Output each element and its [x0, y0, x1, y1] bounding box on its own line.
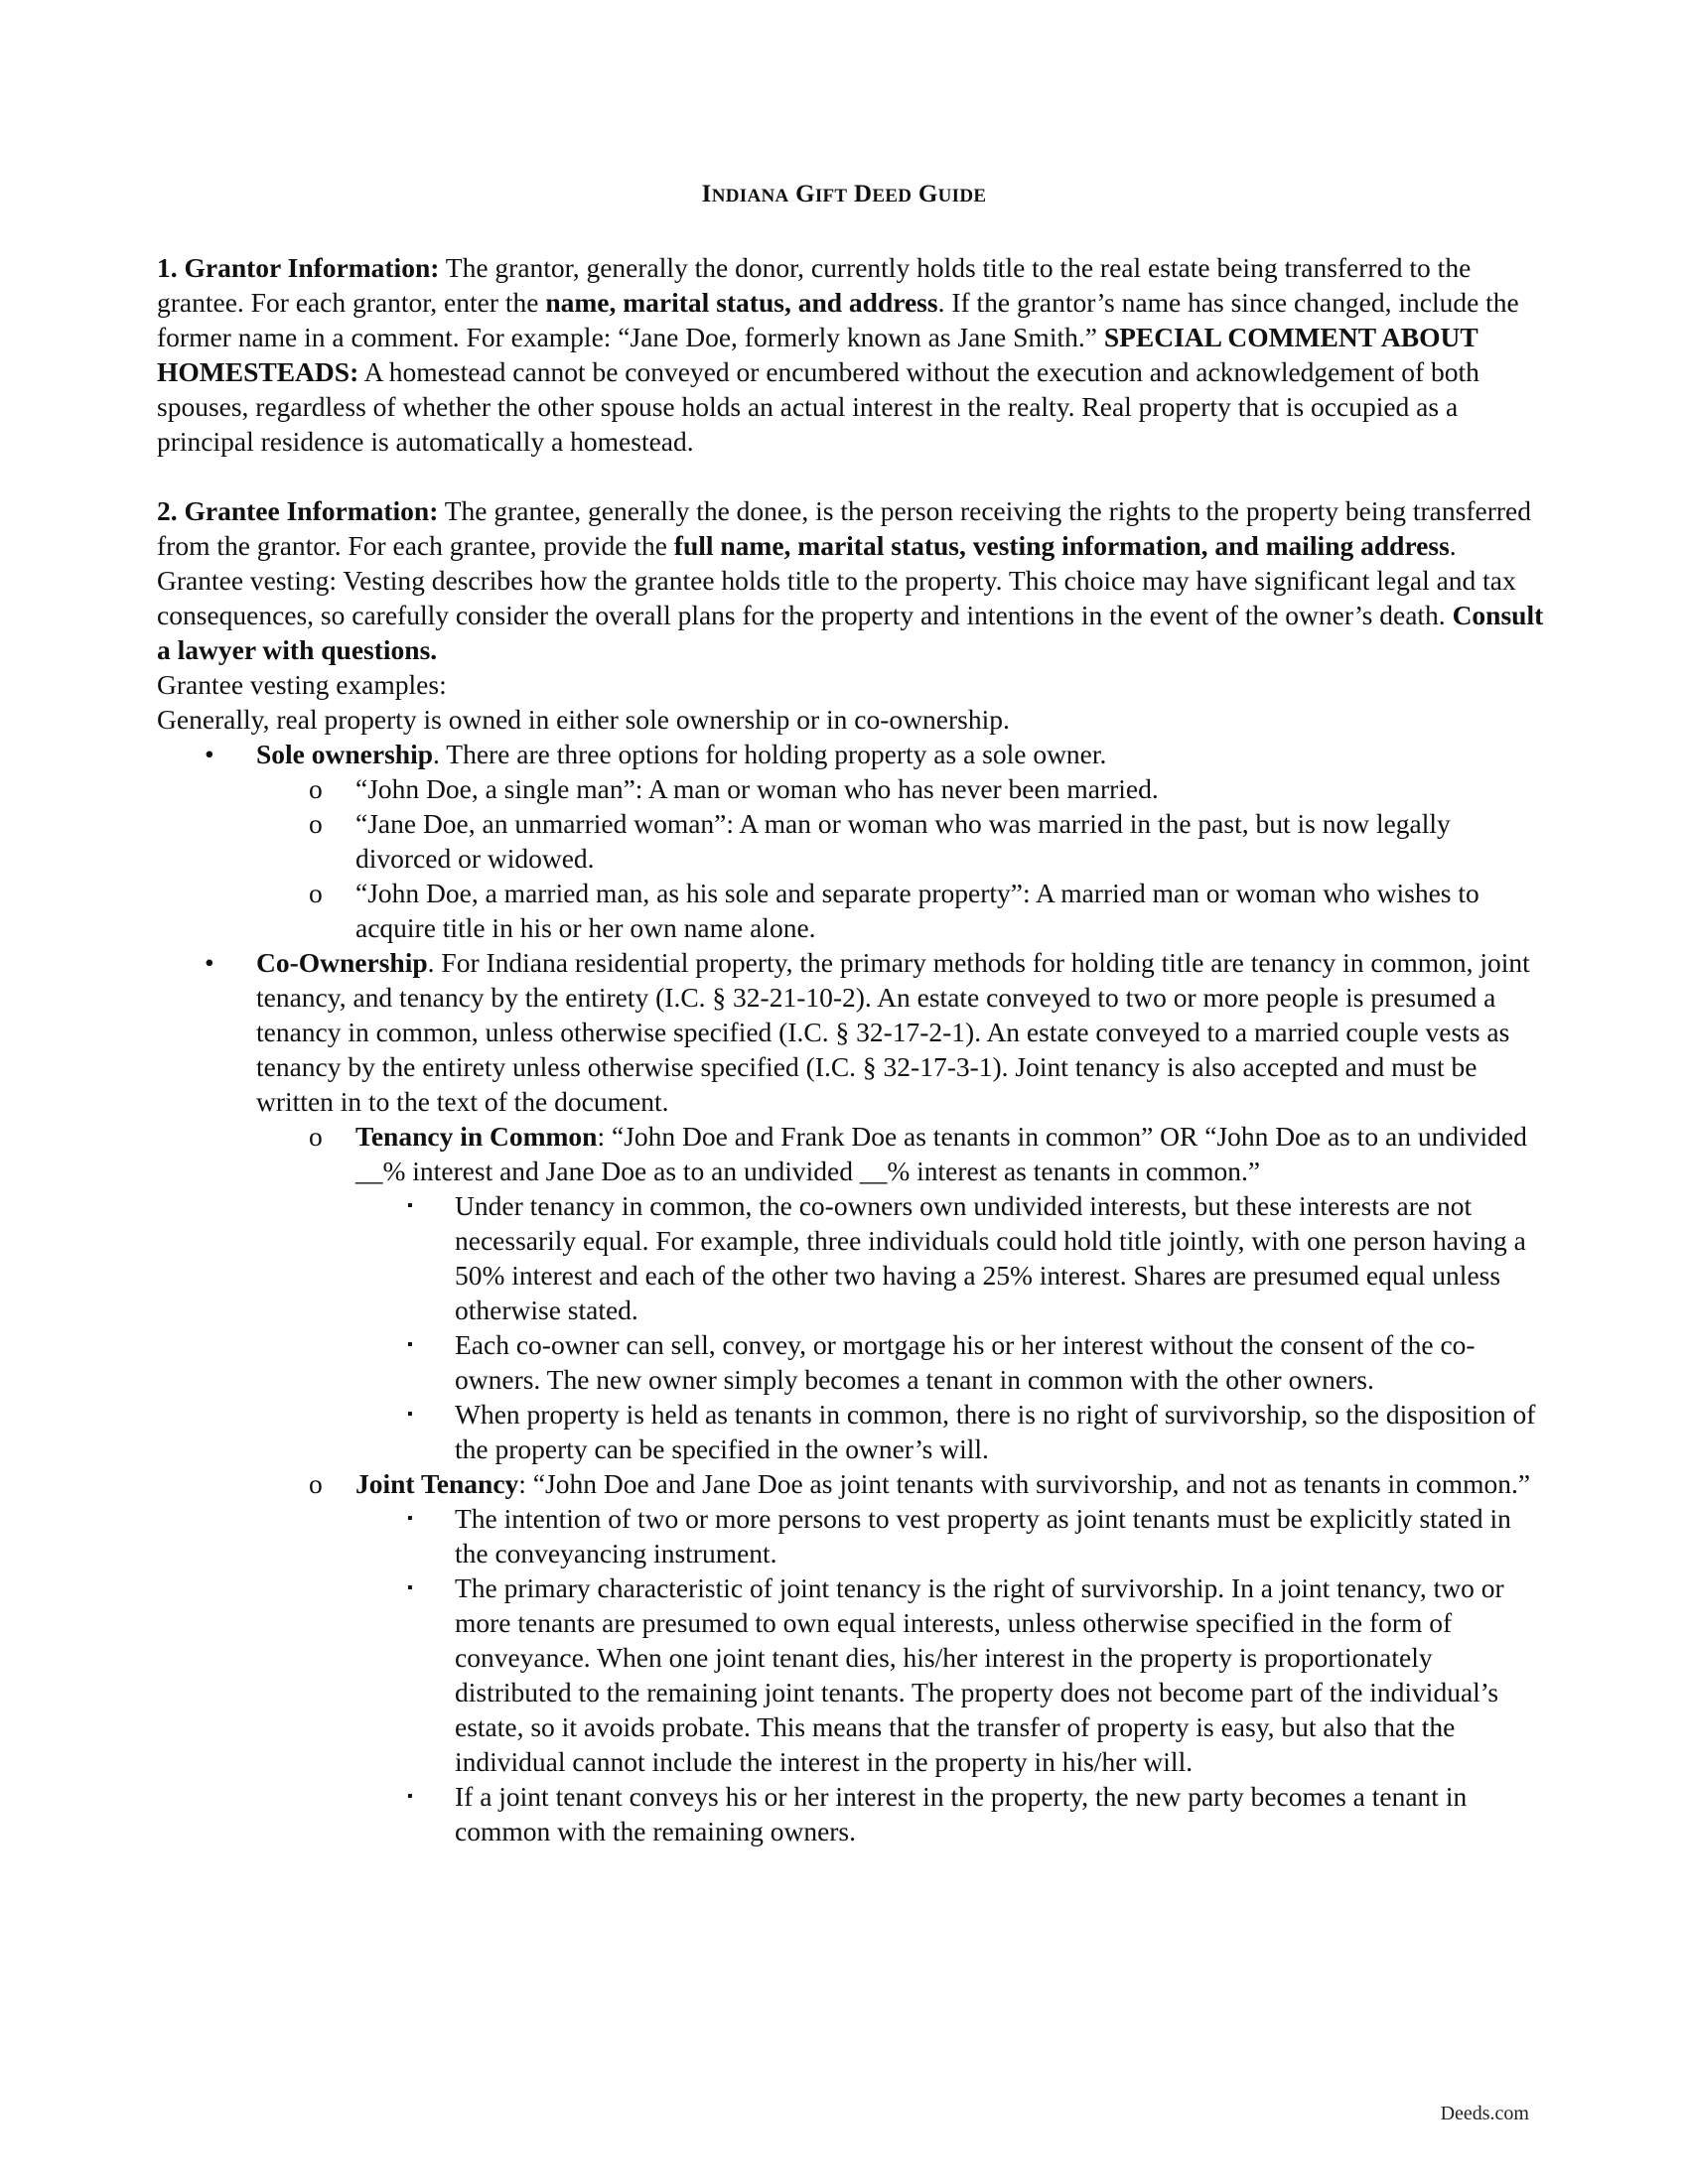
list-item: ▪ Under tenancy in common, the co-owners own undivided interests, but these interests are not necessarily equal. For example, three individuals could hold title jointly, with one person having a 50% interest and each of the other two having a 25% interest. Shares are presumed equal unless otherwise stated.	[407, 1190, 1526, 1325]
square-bullet-icon: ▪	[407, 1197, 413, 1214]
list-item: o “John Doe, a single man”: A man or woman who has never been married.	[309, 773, 1159, 804]
bullet-icon: •	[205, 739, 214, 769]
list-item: ▪ The intention of two or more persons to vest property as joint tenants must be explicitly stated in the conveyancing instrument.	[407, 1503, 1511, 1569]
list-item: ▪ When property is held as tenants in common, there is no right of survivorship, so the disposition of the property can be specified in the owner’s will.	[407, 1399, 1536, 1464]
bullet-icon: •	[205, 947, 214, 978]
list-item: ▪ If a joint tenant conveys his or her interest in the property, the new party becomes a tenant in common with the remaining owners.	[407, 1781, 1468, 1846]
square-bullet-icon: ▪	[407, 1788, 413, 1805]
square-bullet-icon: ▪	[407, 1510, 413, 1527]
list-item: o “John Doe, a married man, as his sole and separate property”: A married man or woman who wishes to acquire title in his or her own name alone.	[309, 878, 1479, 943]
list-item: • Co-Ownership. For Indiana residential property, the primary methods for holding title are tenancy in common, joint tenancy, and tenancy by the entirety (I.C. § 32-21-10-2). An estate conveyed to two or more people is presumed a tenancy in common, unless otherwise specified (I.C. § 32-17-2-1). An estate conveyed to a married couple vests as tenancy by the entirety unless otherwise specified (I.C. § 32-17-3-1). Joint tenancy is also accepted and must be written in to the text of the document.	[205, 947, 1530, 1117]
document-body	[157, 250, 1547, 1848]
grantor-heading: 1. Grantor Information:	[157, 252, 440, 283]
circle-bullet-icon: o	[309, 1468, 323, 1499]
list-item: o Joint Tenancy: “John Doe and Jane Doe as joint tenants with survivorship, and not as tenants in common.”	[309, 1468, 1531, 1499]
grantor-section: 1. Grantor Information: The grantor, generally the donor, currently holds title to the real estate being transferred to the grantee. For each grantor, enter the name, marital status, and address. If the grantor’s name has since changed, include the former name in a comment. For example: “Jane Doe, formerly known as Jane Smith.” SPECIAL COMMENT ABOUT HOMESTEADS: A homestead cannot be conveyed or encumbered without the execution and acknowledgement of both spouses, regardless of whether the other spouse holds an actual interest in the realty. Real property that is occupied as a principal residence is automatically a homestead.	[157, 252, 1519, 457]
list-item: ▪ Each co-owner can sell, convey, or mortgage his or her interest without the consent of the co-owners. The new owner simply becomes a tenant in common with the other owners.	[407, 1329, 1476, 1395]
square-bullet-icon: ▪	[407, 1579, 413, 1596]
footer-brand: Deeds.com	[1440, 2103, 1529, 2124]
list-item: o Tenancy in Common: “John Doe and Frank Doe as tenants in common” OR “John Doe as to an undivided __% interest and Jane Doe as to an undivided __% interest as tenants in common.”	[309, 1121, 1527, 1186]
square-bullet-icon: ▪	[407, 1406, 413, 1423]
square-bullet-icon: ▪	[407, 1336, 413, 1353]
list-item: ▪ The primary characteristic of joint tenancy is the right of survivorship. In a joint tenancy, two or more tenants are presumed to own equal interests, unless otherwise specified in the form of conveyance. When one joint tenant dies, his/her interest in the property is proportionately distributed to the remaining joint tenants. The property does not become part of the individual’s estate, so it avoids probate. This means that the transfer of property is easy, but also that the individual cannot include the interest in the property in his/her will.	[407, 1572, 1504, 1777]
circle-bullet-icon: o	[309, 1121, 323, 1152]
circle-bullet-icon: o	[309, 808, 323, 839]
list-item: o “Jane Doe, an unmarried woman”: A man or woman who was married in the past, but is now legally divorced or widowed.	[309, 808, 1451, 874]
vesting-examples-label: Grantee vesting examples:	[157, 669, 447, 700]
list-item: • Sole ownership. There are three options for holding property as a sole owner.	[205, 739, 1107, 769]
vesting-intro: Generally, real property is owned in either sole ownership or in co-ownership.	[157, 704, 1010, 735]
circle-bullet-icon: o	[309, 878, 323, 908]
homestead-comment-heading: SPECIAL COMMENT ABOUT HOMESTEADS:	[157, 322, 1478, 387]
grantee-heading: 2. Grantee Information:	[157, 495, 439, 526]
consult-lawyer-note: Consult a lawyer with questions.	[157, 600, 1544, 665]
grantee-section: 2. Grantee Information: The grantee, generally the donee, is the person receiving the rights to the property being transferred from the grantor. For each grantee, provide the full name, marital status, vesting information, and mailing address. Grantee vesting: Vesting describes how the grantee holds title to the property. This choice may have significant legal and tax consequences, so carefully consider the overall plans for the property and intentions in the event of the owner’s death. Consult a lawyer with questions.	[157, 495, 1544, 665]
document-title: INDIANA GIFT DEED GUIDE	[701, 181, 987, 207]
circle-bullet-icon: o	[309, 773, 323, 804]
